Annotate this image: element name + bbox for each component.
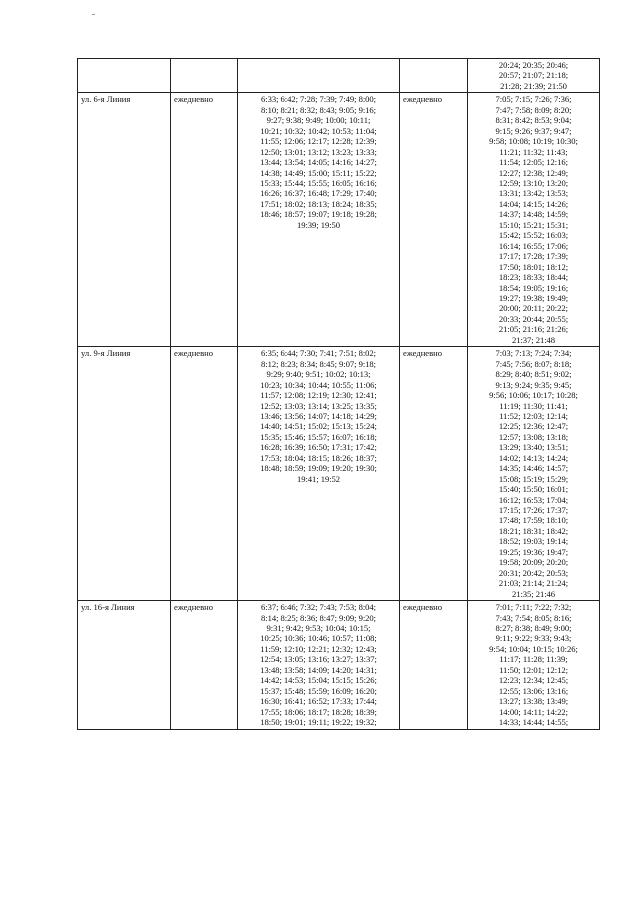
time-line: 8:10; 8:21; 8:32; 8:43; 9:05; 9:16; [261, 104, 376, 115]
time-line: 12:23; 12:34; 12:45; [498, 675, 569, 686]
time-line: 19:25; 19:36; 19:47; [498, 546, 569, 557]
days-return: ежедневно [400, 93, 468, 347]
table-row [78, 93, 600, 347]
time-line: 17:50; 18:01; 18:12; [498, 261, 569, 272]
time-line: 8:12; 8:23; 8:34; 8:45; 9:07; 9:18; [261, 358, 376, 369]
time-line: 8:29; 8:40; 8:51; 9:02; [495, 369, 572, 380]
time-line: 15:08; 15:19; 15:29; [498, 473, 569, 484]
return-times [468, 59, 600, 93]
forward-times [238, 347, 400, 601]
time-line: 11:19; 11:30; 11:41; [499, 400, 568, 411]
time-line: 14:33; 14:44; 14:55; [498, 717, 569, 728]
time-line: 17:53; 18:04; 18:15; 18:26; 18:37; [260, 452, 377, 463]
time-line: 17:15; 17:26; 17:37; [498, 505, 569, 516]
time-line: 15:10; 15:21; 15:31; [498, 219, 569, 230]
time-line: 10:25; 10:36; 10:46; 10:57; 11:08; [260, 633, 377, 644]
time-line: 16:28; 16:39; 16:50; 17:31; 17:42; [260, 442, 377, 453]
days-forward: ежедневно [171, 601, 238, 729]
time-line: 14:35; 14:46; 14:57; [498, 463, 569, 474]
return-times [468, 601, 600, 729]
time-line: 18:46; 18:57; 19:07; 19:18; 19:28; [260, 209, 377, 220]
time-line: 12:55; 13:06; 13:16; [498, 685, 569, 696]
days-return: ежедневно [400, 347, 468, 601]
time-line: 9:31; 9:42; 9:53; 10:04; 10:15; [266, 623, 371, 634]
stop-name: ул. 6-я Линия [78, 93, 171, 347]
time-line: 13:44; 13:54; 14:05; 14:16; 14:27; [260, 157, 377, 168]
time-line: 6:37; 6:46; 7:32; 7:43; 7:53; 8:04; [261, 602, 376, 613]
time-line: 17:51; 18:02; 18:13; 18:24; 18:35; [260, 198, 377, 209]
time-line: 13:29; 13:40; 13:51; [498, 442, 569, 453]
time-line: 21:37; 21:48 [511, 334, 556, 345]
time-line: 16:12; 16:53; 17:04; [498, 494, 569, 505]
table-row [78, 59, 600, 93]
time-line: 7:43; 7:54; 8:05; 8:16; [495, 612, 572, 623]
time-line: 18:23; 18:33; 18:44; [498, 272, 569, 283]
days-forward: ежедневно [171, 347, 238, 601]
time-line: 9:29; 9:40; 9:51; 10:02; 10:13; [266, 369, 371, 380]
time-line: 14:04; 14:15; 14:26; [498, 198, 569, 209]
time-line: 16:26; 16:37; 16:48; 17:29; 17:40; [260, 188, 377, 199]
time-line: 8:31; 8:42; 8:53; 9:04; [495, 115, 572, 126]
time-line: 21:35; 21:46 [511, 588, 556, 599]
time-line: 7:05; 7:15; 7:26; 7:36; [495, 94, 572, 105]
time-line: 15:37; 15:48; 15:59; 16:09; 16:20; [260, 685, 377, 696]
time-line: 15:40; 15:50; 16:01; [498, 484, 569, 495]
time-line: 17:55; 18:06; 18:17; 18:28; 18:39; [260, 706, 377, 717]
time-line: 7:03; 7:13; 7:24; 7:34; [495, 348, 572, 359]
time-line: 21:05; 21:16; 21:26; [498, 324, 569, 335]
time-line: 11:59; 12:10; 12:21; 12:32; 12:43; [260, 643, 377, 654]
time-line: 10:21; 10:32; 10:42; 10:53; 11:04; [260, 125, 377, 136]
time-line: 14:40; 14:51; 15:02; 15:13; 15:24; [260, 421, 377, 432]
time-line: 20:24; 20:35; 20:46; [498, 60, 569, 70]
time-line: 7:01; 7:11; 7:22; 7:32; [495, 602, 572, 613]
days-forward [171, 59, 238, 93]
time-line: 11:54; 12:05; 12:16; [499, 157, 568, 168]
time-line: 15:33; 15:44; 15:55; 16:05; 16:16; [260, 177, 377, 188]
time-line: 18:54; 19:05; 19:16; [498, 282, 569, 293]
time-line: 18:48; 18:59; 19:09; 19:20; 19:30; [260, 463, 377, 474]
time-line: 10:23; 10:34; 10:44; 10:55; 11:06; [260, 379, 377, 390]
time-line: 11:21; 11:32; 11:43; [499, 146, 568, 157]
time-line: 18:50; 19:01; 19:11; 19:22; 19:32; [260, 717, 377, 728]
time-line: 6:33; 6:42; 7:28; 7:39; 7:49; 8:00; [261, 94, 376, 105]
table-row [78, 347, 600, 601]
time-line: 12:50; 13:01; 13:12; 13:23; 13:33; [260, 146, 377, 157]
time-line: 8:27; 8:38; 8:49; 9:00; [495, 623, 572, 634]
time-line: 6:35; 6:44; 7:30; 7:41; 7:51; 8:02; [261, 348, 376, 359]
time-line: 8:14; 8:25; 8:36; 8:47; 9:09; 9:20; [261, 612, 376, 623]
time-line: 14:37; 14:48; 14:59; [498, 209, 569, 220]
time-line: 13:27; 13:38; 13:49; [498, 696, 569, 707]
time-line: 17:17; 17:28; 17:39; [498, 251, 569, 262]
time-line: 9:15; 9:26; 9:37; 9:47; [495, 125, 572, 136]
table-row [78, 601, 600, 729]
time-line: 9:11; 9:22; 9:33; 9:43; [495, 633, 572, 644]
stop-name [78, 59, 171, 93]
scan-mark [92, 14, 95, 15]
forward-times [238, 93, 400, 347]
forward-times [238, 601, 400, 729]
time-line: 11:57; 12:08; 12:19; 12:30; 12:41; [260, 390, 377, 401]
stop-name: ул. 9-я Линия [78, 347, 171, 601]
time-line: 19:58; 20:09; 20:20; [498, 557, 569, 568]
time-line: 12:57; 13:08; 13:18; [498, 431, 569, 442]
time-line: 20:31; 20:42; 20:53; [498, 567, 569, 578]
time-line: 21:28; 21:39; 21:50 [500, 80, 567, 91]
time-line: 11:55; 12:06; 12:17; 12:28; 12:39; [260, 136, 377, 147]
time-line: 17:48; 17:59; 18:10; [498, 515, 569, 526]
time-line: 12:52; 13:03; 13:14; 13:25; 13:35; [260, 400, 377, 411]
days-forward: ежедневно [171, 93, 238, 347]
time-line: 20:33; 20:44; 20:55; [498, 313, 569, 324]
time-line: 9:58; 10:08; 10:19; 10:30; [489, 136, 578, 147]
schedule-table [77, 58, 600, 730]
time-line: 19:41; 19:52 [296, 473, 341, 484]
time-line: 12:27; 12:38; 12:49; [498, 167, 569, 178]
time-line: 7:45; 7:56; 8:07; 8:18; [495, 358, 572, 369]
time-line: 9:54; 10:04; 10:15; 10:26; [489, 643, 578, 654]
time-line: 15:35; 15:46; 15:57; 16:07; 16:18; [260, 431, 377, 442]
time-line: 21:03; 21:14; 21:24; [498, 578, 569, 589]
time-line: 13:46; 13:56; 14:07; 14:18; 14:29; [260, 410, 377, 421]
time-line: 15:42; 15:52; 16:03; [498, 230, 569, 241]
time-line: 11:50; 12:01; 12:12; [499, 664, 568, 675]
time-line: 12:54; 13:05; 13:16; 13:27; 13:37; [260, 654, 377, 665]
time-line: 19:39; 19:50 [296, 219, 341, 230]
time-line: 13:48; 13:58; 14:09; 14:20; 14:31; [260, 664, 377, 675]
return-times [468, 93, 600, 347]
time-line: 12:59; 13:10; 13:20; [498, 177, 569, 188]
time-line: 13:31; 13:42; 13:53; [498, 188, 569, 199]
stop-name: ул. 16-я Линия [78, 601, 171, 729]
days-return [400, 59, 468, 93]
time-line: 7:47; 7:58; 8:09; 8:20; [495, 104, 572, 115]
time-line: 20:00; 20:11; 20:22; [499, 303, 568, 314]
time-line: 20:57; 21:07; 21:18; [498, 70, 569, 81]
time-line: 14:00; 14:11; 14:22; [499, 706, 568, 717]
time-line: 16:30; 16:41; 16:52; 17:33; 17:44; [260, 696, 377, 707]
time-line: 14:02; 14:13; 14:24; [498, 452, 569, 463]
time-line: 14:42; 14:53; 15:04; 15:15; 15:26; [260, 675, 377, 686]
days-return: ежедневно [400, 601, 468, 729]
time-line: 9:56; 10:06; 10:17; 10:28; [489, 390, 578, 401]
time-line: 19:27; 19:38; 19:49; [498, 292, 569, 303]
forward-times [238, 59, 400, 93]
time-line: 16:14; 16:55; 17:06; [498, 240, 569, 251]
time-line: 11:52; 12:03; 12:14; [499, 410, 568, 421]
time-line: 11:17; 11:28; 11:39; [499, 654, 568, 665]
time-line: 14:38; 14:49; 15:00; 15:11; 15:22; [260, 167, 377, 178]
time-line: 9:27; 9:38; 9:49; 10:00; 10:11; [266, 115, 371, 126]
time-line: 12:25; 12:36; 12:47; [498, 421, 569, 432]
time-line: 18:52; 19:03; 19:14; [498, 536, 569, 547]
time-line: 9:13; 9:24; 9:35; 9:45; [495, 379, 572, 390]
time-line: 18:21; 18:31; 18:42; [498, 525, 569, 536]
return-times [468, 347, 600, 601]
